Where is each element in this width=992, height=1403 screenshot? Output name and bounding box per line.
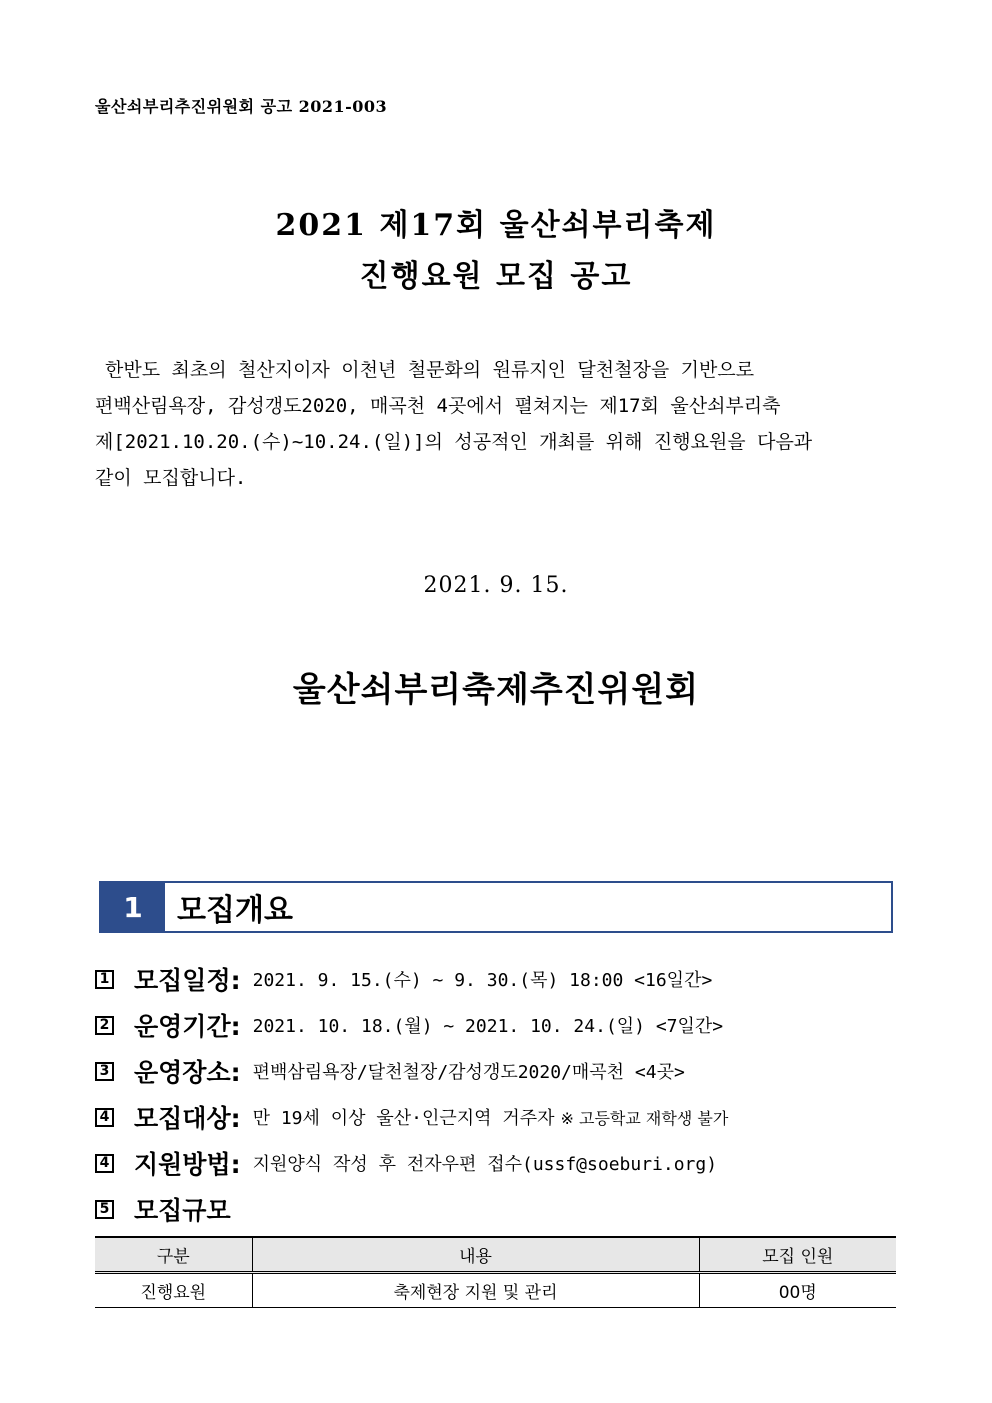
table-cell: 진행요원 [95,1273,252,1308]
column-header: 내용 [252,1237,699,1273]
organization-name: 울산쇠부리축제추진위원회 [292,670,700,710]
overview-list [95,956,935,1232]
recruitment-table [95,1236,896,1308]
page-title: 2021 제17회 울산쇠부리축제 [275,208,717,243]
intro-line: 제[2021.10.20.(수)~10.24.(일)]의 성공적인 개최를 위해 진행요원을 다음과 [95,431,813,453]
item-number: 2 [95,1016,114,1035]
column-header: 구분 [95,1237,252,1273]
intro-line: 같이 모집합니다. [95,467,247,489]
item-label: 모집대상: [134,1104,241,1133]
item-label: 모집일정: [134,966,241,995]
section-title: 모집개요 [177,893,293,928]
section-number: 1 [101,883,165,931]
list-item-target [95,1094,935,1140]
intro-line: 한반도 최초의 철산지이자 이천년 철문화의 원류지인 달천철장을 기반으로 [105,359,755,381]
table-cell: 00명 [699,1273,896,1308]
item-label: 운영기간: [134,1012,241,1041]
notice-date: 2021. 9. 15. [423,573,569,598]
item-value: 2021. 10. 18.(월) ~ 2021. 10. 24.(일) <7일간> [252,1016,724,1037]
item-label: 지원방법: [134,1150,241,1179]
intro-paragraph [95,352,897,496]
item-number: 1 [95,970,114,989]
list-item-scale [95,1186,935,1232]
table-cell: 축제현장 지원 및 관리 [252,1273,699,1308]
item-number: 3 [95,1062,114,1081]
section-header [99,881,893,933]
item-number: 4 [95,1154,114,1173]
table-header-row [95,1237,896,1273]
item-number: 5 [95,1200,114,1219]
list-item-application [95,1140,935,1186]
column-header: 모집 인원 [699,1237,896,1273]
notice-reference: 울산쇠부리추진위원회 공고 2021-003 [95,97,388,116]
list-item-venue [95,1048,935,1094]
item-value: 지원양식 작성 후 전자우편 접수(ussf@soeburi.org) [252,1154,718,1175]
item-value: 편백삼림욕장/달천철장/감성갱도2020/매곡천 <4곳> [252,1062,685,1083]
intro-line: 편백산림욕장, 감성갱도2020, 매곡천 4곳에서 펼쳐지는 제17회 울산쇠부리축 [95,395,781,417]
item-value: 2021. 9. 15.(수) ~ 9. 30.(목) 18:00 <16일간> [252,970,713,991]
item-value: 만 19세 이상 울산·인근지역 거주자 [252,1108,555,1129]
list-item-schedule [95,956,935,1002]
item-number: 4 [95,1108,114,1127]
item-note: ※ 고등학교 재학생 불가 [560,1108,729,1128]
item-label: 운영장소: [134,1058,241,1087]
table-row [95,1273,896,1308]
list-item-period [95,1002,935,1048]
item-label: 모집규모 [134,1196,231,1225]
page-subtitle: 진행요원 모집 공고 [359,259,633,294]
